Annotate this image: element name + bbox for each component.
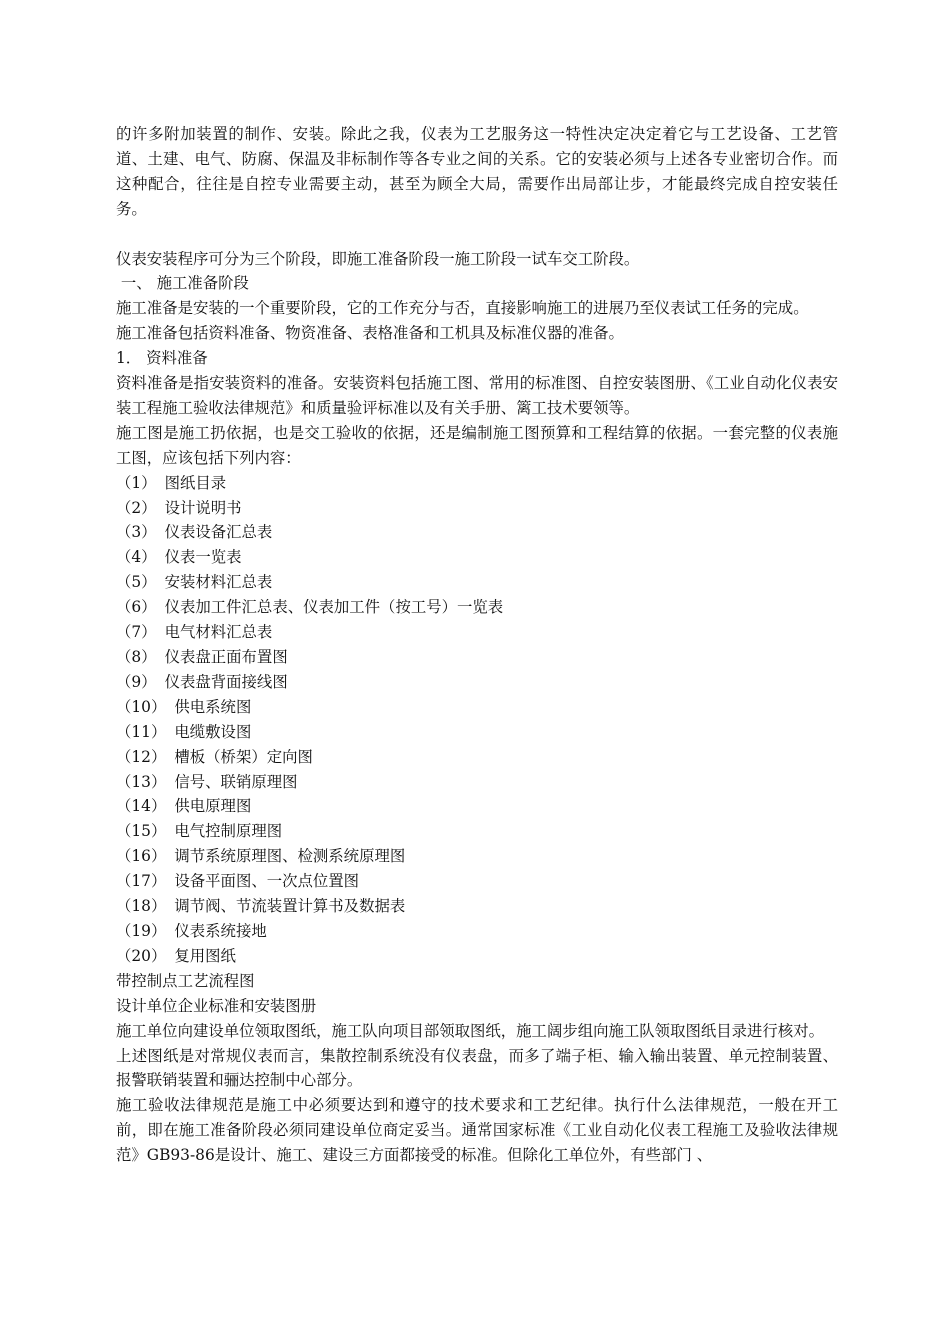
list-item [116,794,838,819]
list-item [116,745,838,770]
list-item-number: （2） [116,498,157,517]
list-item-text: 仪表系统接地 [174,921,267,940]
list-item-text: 图纸目录 [164,473,227,492]
list-item-number: （4） [116,548,157,567]
list-item-text: 槽板（桥架）定向图 [174,747,313,766]
list-item-text: 复用图纸 [174,946,236,965]
list-item [116,570,838,595]
list-item [116,520,838,545]
drawings-basis-paragraph: 施工图是施工扔依据，也是交工验收的依据，还是编制施工图预算和工程结算的依据。一套完整的仪表施工图，应该包括下列内容： [116,423,838,467]
list-item-text: 电气材料汇总表 [164,623,273,642]
list-item [116,496,838,521]
list-item-number: （6） [116,598,157,617]
list-item-number: （17） [116,872,167,891]
list-item-text: 供电系统图 [174,697,252,716]
blank-line [116,222,838,247]
list-item [116,471,838,496]
list-item-number: （1） [116,473,157,492]
list-item-text: 信号、联销原理图 [174,772,298,791]
list-item [116,720,838,745]
data-prep-paragraph: 资料准备是指安装资料的准备。安装资料包括施工图、常用的标准图、自控安装图册、《工业自动化仪表安装工程施工验收法律规范》和质量验评标准以及有关手册、篱工技术要领等。 [116,374,838,417]
list-item-text: 仪表盘背面接线图 [164,672,288,691]
list-item-text: 供电原理图 [174,797,252,816]
list-item [116,620,838,645]
list-item-number: （18） [116,897,167,916]
list-item [116,919,838,944]
list-item-text: 仪表盘正面布置图 [164,648,288,667]
list-item-text: 安装材料汇总表 [164,573,273,592]
intro-paragraph: 的许多附加装置的制作、安装。除此之我，仪表为工艺服务这一特性决定决定着它与工艺设备、工艺管道、土建、电气、防腐、保温及非标制作等各专业之间的关系。它的安装必须与上述各专业密切合作。而这种配合，往往是自控专业需要主动，甚至为顾全大局，需要作出局部让步，才能最终完成自控安装任务。 [116,125,838,218]
list-item-number: （15） [116,822,167,841]
prep-contents-paragraph: 施工准备包括资料准备、物资准备、表格准备和工机具及标准仪器的准备。 [116,324,624,343]
acceptance-rules-paragraph: 施工验收法律规范是施工中必须要达到和遵守的技术要求和工艺纪律。执行什么法律规范，一般在开工前，即在施工准备阶段必须同建设单位商定妥当。通常国家标准《工业自动化仪表工程施工及验收法律规范》GB93-86是设计、施工、建设三方面都接受的标准。但除化工单位外，有些部门 、 [116,1096,838,1165]
list-item [116,869,838,894]
prep-importance-paragraph: 施工准备是安装的一个重要阶段，它的工作充分与否，直接影响施工的进展乃至仪表试工任务的完成。 [116,299,809,318]
list-item [116,695,838,720]
section-heading: 一、 施工准备阶段 [116,274,249,293]
list-item-number: （14） [116,797,167,816]
extra-line-standards: 设计单位企业标准和安装图册 [116,996,317,1015]
list-item-number: （12） [116,747,167,766]
list-item [116,770,838,795]
list-item [116,670,838,695]
list-item-number: （16） [116,847,167,866]
list-item-text: 电气控制原理图 [174,822,283,841]
list-item-number: （3） [116,523,157,542]
list-item-number: （7） [116,623,157,642]
list-item-number: （8） [116,648,157,667]
list-item-number: （11） [116,722,167,741]
list-item-number: （9） [116,672,157,691]
list-item [116,545,838,570]
list-item-text: 电缆敷设图 [174,722,252,741]
list-item-number: （5） [116,573,157,592]
stages-intro: 仪表安装程序可分为三个阶段，即施工准备阶段一施工阶段一试车交工阶段。 [116,249,640,268]
list-item-number: （19） [116,921,167,940]
list-item [116,819,838,844]
dcs-note-paragraph: 上述图纸是对常规仪表而言，集散控制系统没有仪表盘，而多了端子柜、输入输出装置、单元控制装置、报警联销装置和骊达控制中心部分。 [116,1046,838,1090]
list-item-text: 调节系统原理图、检测系统原理图 [174,847,406,866]
list-item [116,844,838,869]
list-item [116,894,838,919]
list-item-text: 设计说明书 [164,498,242,517]
list-item-text: 仪表设备汇总表 [164,523,273,542]
subsection-heading: 1． 资料准备 [116,349,208,368]
receive-drawings-paragraph: 施工单位向建设单位领取图纸，施工队向项目部领取图纸，施工阔步组向施工队领取图纸目录进行核对。 [116,1021,824,1040]
extra-line-process-flow: 带控制点工艺流程图 [116,971,255,990]
list-item [116,645,838,670]
list-item-text: 调节阀、节流装置计算书及数据表 [174,897,406,916]
document-body [116,122,838,1168]
list-item-text: 设备平面图、一次点位置图 [174,872,360,891]
list-item-text: 仪表一览表 [164,548,242,567]
list-item [116,944,838,969]
list-item-number: （10） [116,697,167,716]
list-item [116,595,838,620]
drawing-list [116,471,838,969]
list-item-number: （20） [116,946,167,965]
list-item-number: （13） [116,772,167,791]
list-item-text: 仪表加工件汇总表、仪表加工件（按工号）一览表 [164,598,504,617]
